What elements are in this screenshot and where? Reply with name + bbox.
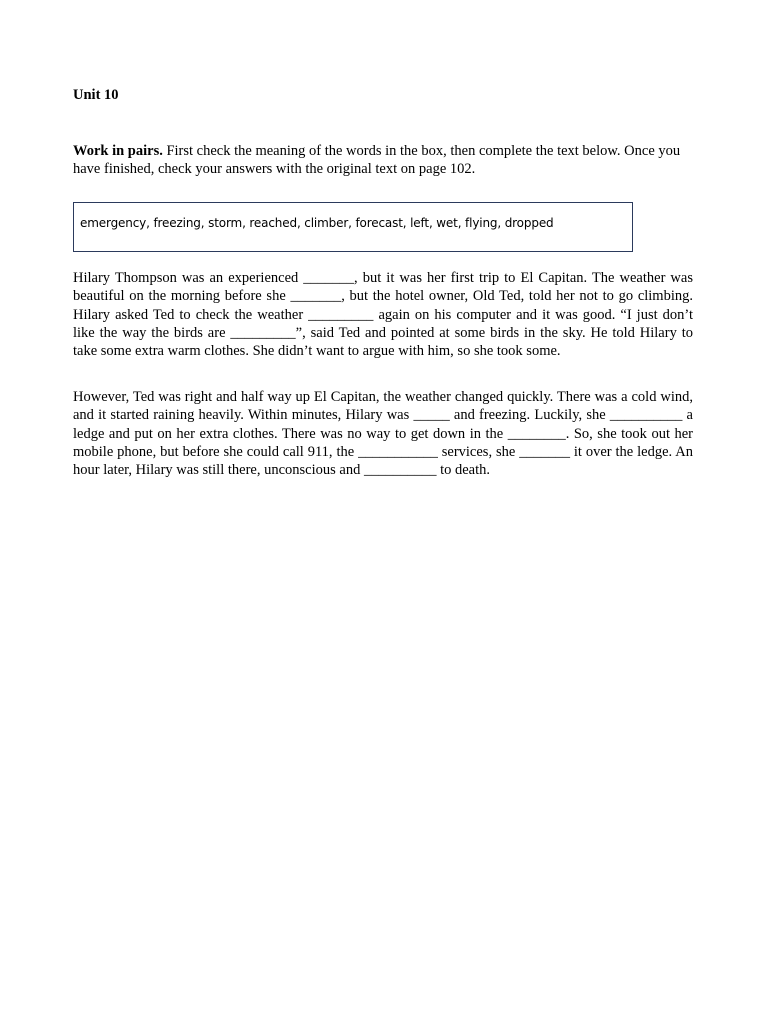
word-box: [73, 202, 633, 252]
story-paragraph-2: However, Ted was right and half way up El Capitan, the weather changed quickly. There was a cold wind, and it started raining heavily. Within minutes, Hilary was _____ and freezing. Luckily, she __________ a ledge and put on her extra clothes. There was no way to get down in the ________. So, she took out her mobile phone, but before she could call 911, the ___________ services, she _______ it over the ledge. An hour later, Hilary was still there, unconscious and __________ to death.: [73, 389, 693, 479]
story-paragraph-1: Hilary Thompson was an experienced _______, but it was her first trip to El Capitan. The weather was beautiful on the morning before she _______, but the hotel owner, Old Ted, told her not to go climbing. Hilary asked Ted to check the weather _________ again on his computer and it was good. “I just don’t like the way the birds are _________”, said Ted and pointed at some birds in the sky. He told Hilary to take some extra warm clothes. She didn’t want to argue with him, so she took some.: [73, 270, 693, 360]
instructions-text: First check the meaning of the words in the box, then complete the text below. Once you have finished, check your answers with the original text on page 102.: [73, 143, 681, 177]
unit-title: Unit 10: [73, 87, 119, 103]
word-box-words: emergency, freezing, storm, reached, climber, forecast, left, wet, flying, dropped: [80, 216, 554, 230]
instructions: [73, 142, 698, 178]
instructions-lead: Work in pairs.: [73, 143, 163, 159]
